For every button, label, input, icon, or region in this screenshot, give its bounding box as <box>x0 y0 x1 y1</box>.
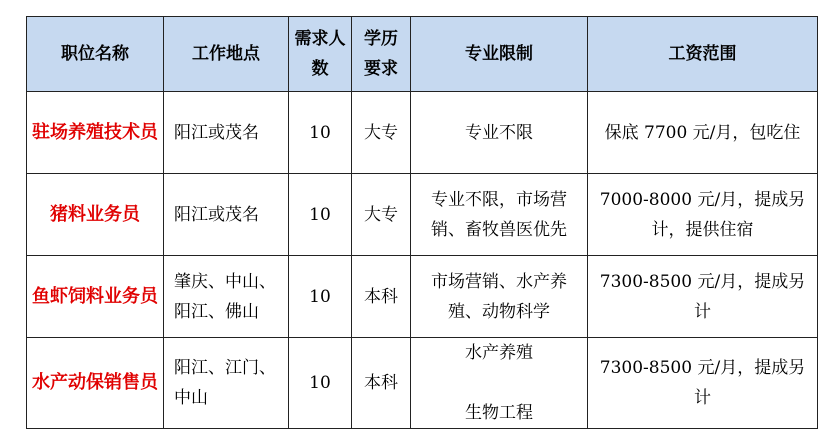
job-major: 专业不限，市场营销、畜牧兽医优先 <box>411 174 588 256</box>
table-row <box>27 92 818 174</box>
job-headcount: 10 <box>289 174 352 256</box>
job-location: 阳江、江门、中山 <box>164 338 289 429</box>
job-salary: 7000-8000 元/月，提成另计，提供住宿 <box>588 174 818 256</box>
job-salary: 保底 7700 元/月，包吃住 <box>588 92 818 174</box>
job-location: 肇庆、中山、阳江、佛山 <box>164 256 289 338</box>
job-title: 水产动保销售员 <box>27 338 164 429</box>
table-row <box>27 174 818 256</box>
header-salary: 工资范围 <box>588 17 818 92</box>
header-education: 学历要求 <box>352 17 411 92</box>
job-location: 阳江或茂名 <box>164 92 289 174</box>
job-salary: 7300-8500 元/月，提成另计 <box>588 256 818 338</box>
recruitment-table <box>26 16 818 429</box>
recruitment-table-wrapper <box>26 16 817 429</box>
job-headcount: 10 <box>289 256 352 338</box>
header-major: 专业限制 <box>411 17 588 92</box>
job-title: 驻场养殖技术员 <box>27 92 164 174</box>
job-major-line: 生物工程 <box>465 403 533 423</box>
job-headcount: 10 <box>289 92 352 174</box>
header-location: 工作地点 <box>164 17 289 92</box>
job-major: 专业不限 <box>411 92 588 174</box>
job-title: 猪料业务员 <box>27 174 164 256</box>
job-headcount: 10 <box>289 338 352 429</box>
job-education: 大专 <box>352 92 411 174</box>
header-title: 职位名称 <box>27 17 164 92</box>
job-major <box>411 338 588 429</box>
job-education: 本科 <box>352 338 411 429</box>
job-location: 阳江或茂名 <box>164 174 289 256</box>
table-row <box>27 338 818 429</box>
header-row <box>27 17 818 92</box>
job-salary: 7300-8500 元/月，提成另计 <box>588 338 818 429</box>
job-major: 市场营销、水产养殖、动物科学 <box>411 256 588 338</box>
job-title: 鱼虾饲料业务员 <box>27 256 164 338</box>
job-education: 大专 <box>352 174 411 256</box>
job-major-line: 水产养殖 <box>465 343 533 363</box>
job-education: 本科 <box>352 256 411 338</box>
header-headcount: 需求人数 <box>289 17 352 92</box>
table-row <box>27 256 818 338</box>
